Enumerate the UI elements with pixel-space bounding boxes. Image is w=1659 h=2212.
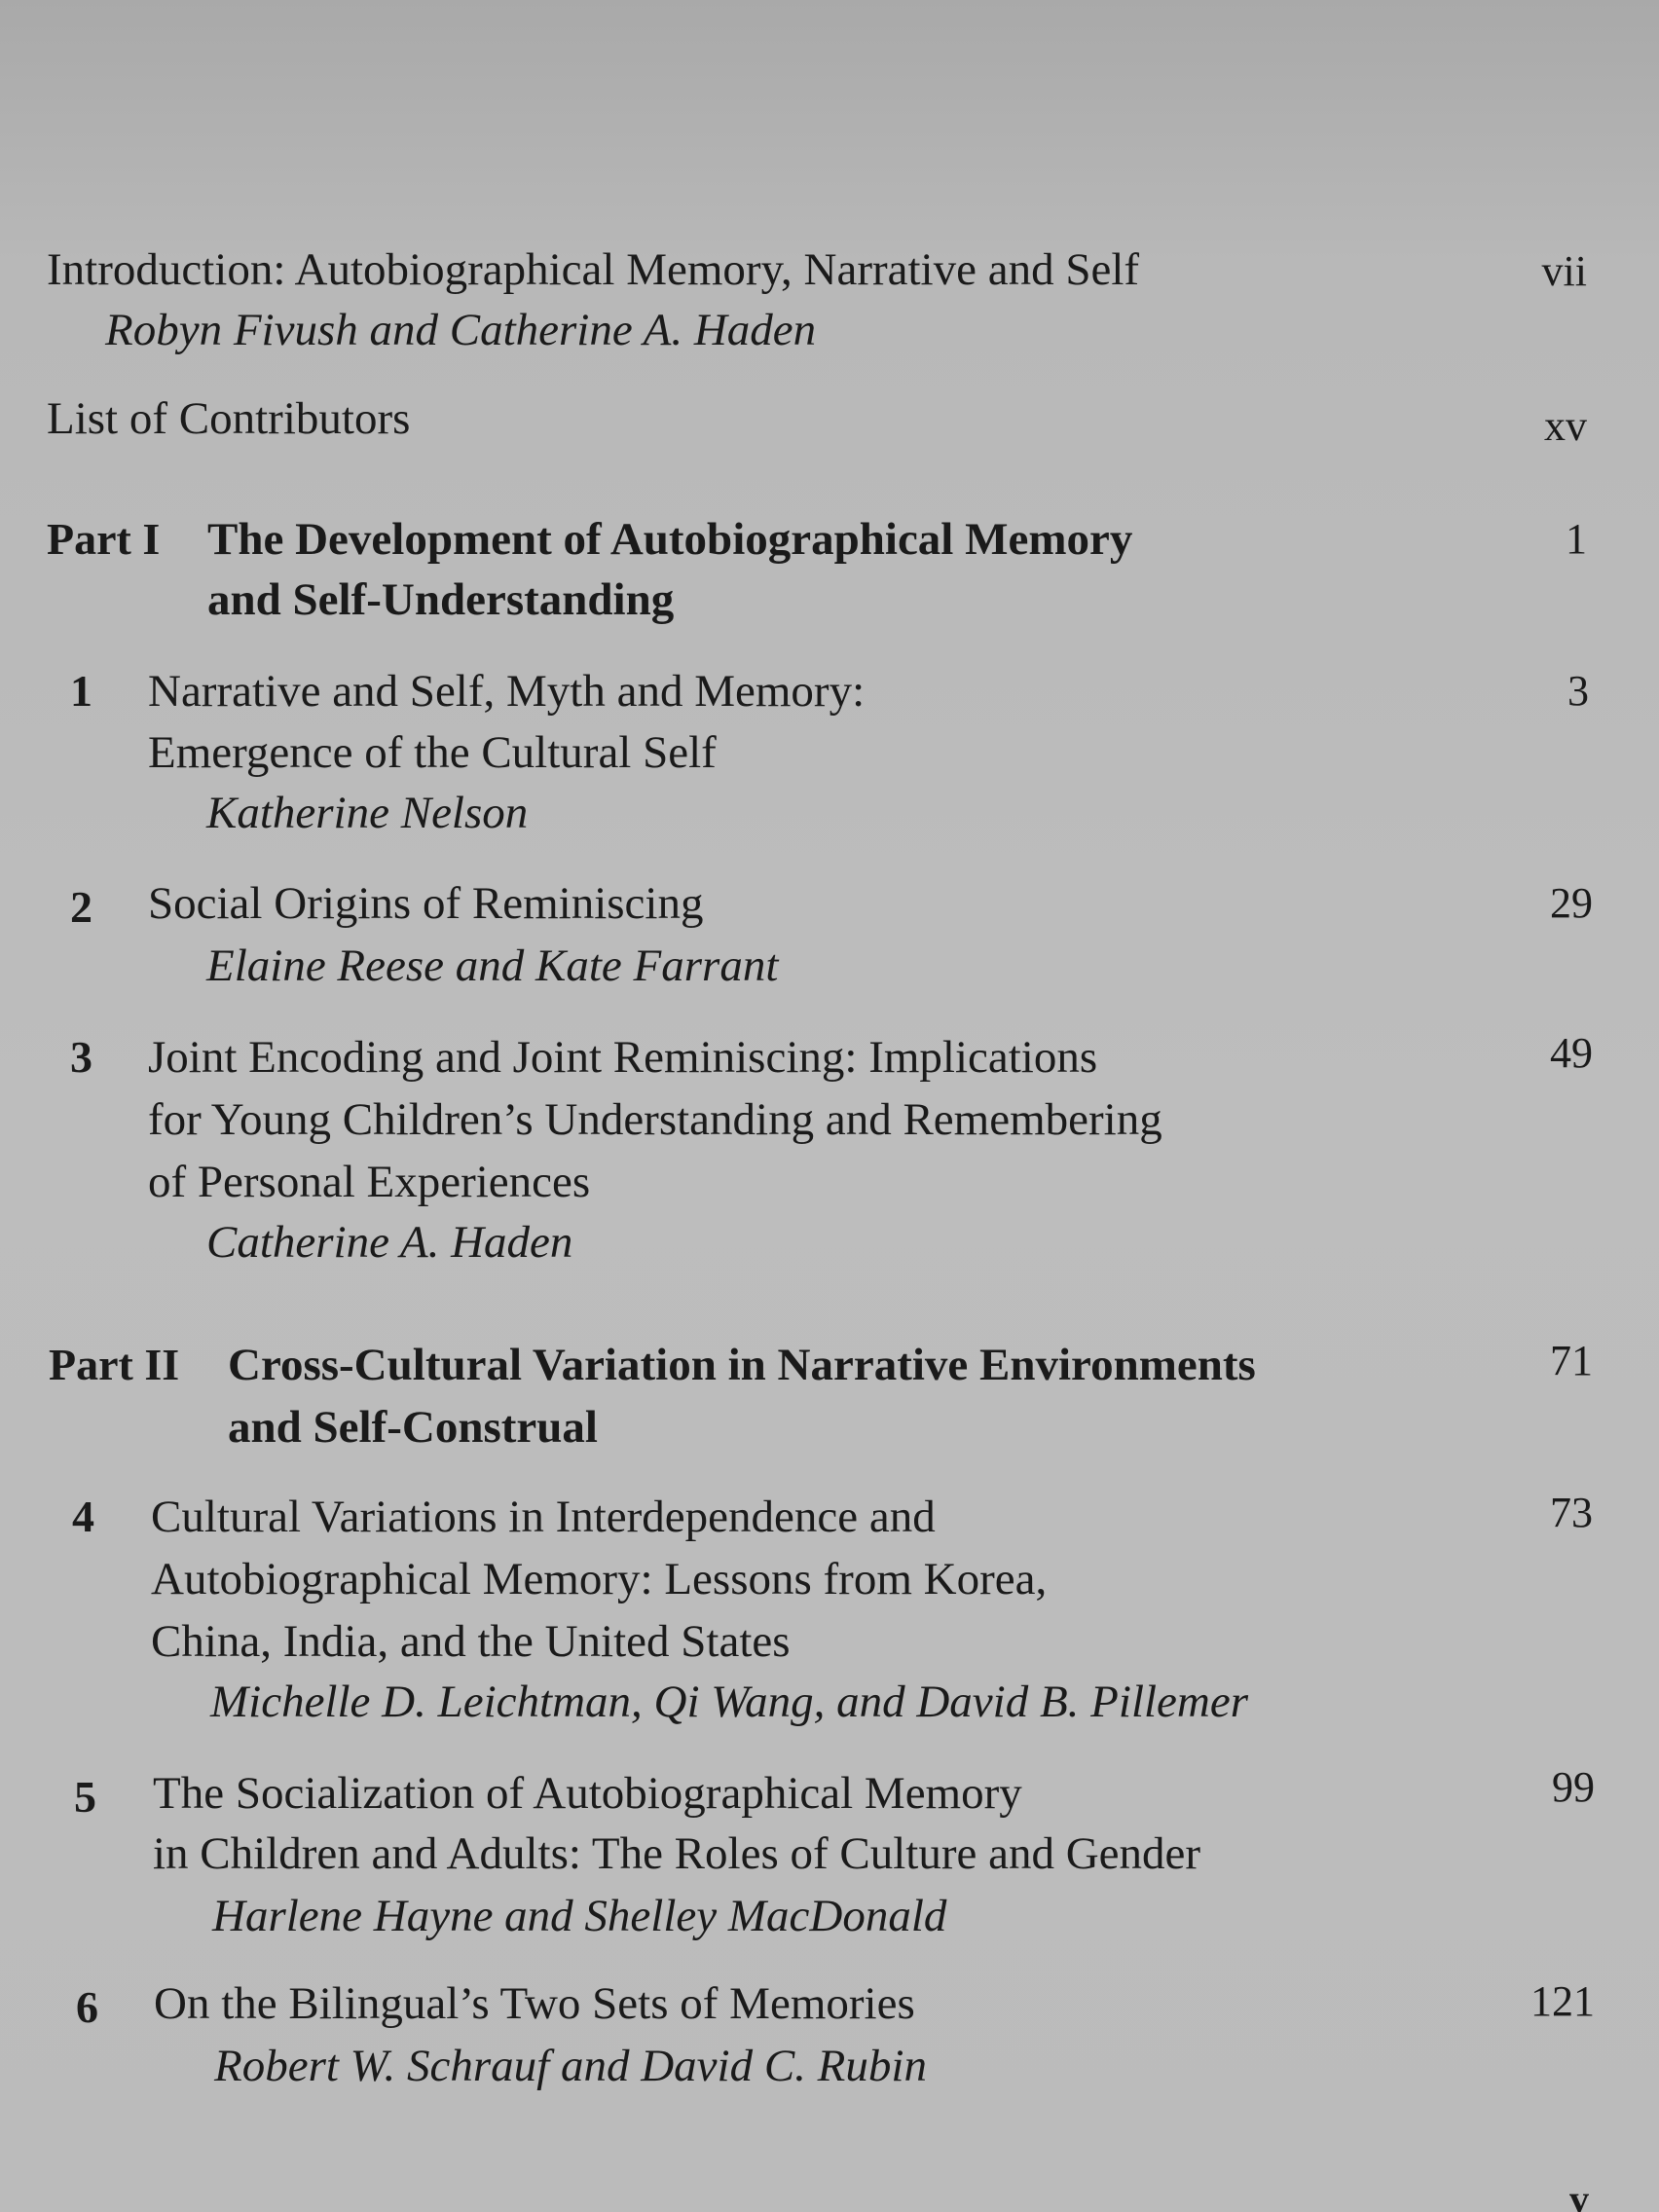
page-number: 121 xyxy=(1530,1977,1595,2025)
chapter-number: 2 xyxy=(70,882,92,932)
chapter-title-line-1: Narrative and Self, Myth and Memory: xyxy=(148,666,866,717)
chapter-title-line-1: Joint Encoding and Joint Reminiscing: Implications xyxy=(148,1032,1098,1083)
page-number: 71 xyxy=(1550,1337,1593,1384)
part-label: Part I xyxy=(47,514,161,564)
chapter-title-line-2: in Children and Adults: The Roles of Culture and Gender xyxy=(153,1828,1201,1879)
entry-title: Introduction: Autobiographical Memory, Narrative and Self xyxy=(47,244,1140,295)
page-number: vii xyxy=(1541,247,1587,295)
chapter-title-line-1: Cultural Variations in Interdependence and xyxy=(151,1492,936,1542)
page-number: 3 xyxy=(1567,667,1589,715)
part-label: Part II xyxy=(49,1340,180,1389)
page-number: xv xyxy=(1544,402,1587,450)
page-folio: v xyxy=(1569,2177,1589,2212)
page-number: 99 xyxy=(1552,1763,1595,1811)
chapter-number: 5 xyxy=(74,1772,96,1822)
page-number: 73 xyxy=(1550,1489,1593,1536)
chapter-authors: Robert W. Schrauf and David C. Rubin xyxy=(214,2041,927,2091)
page-number: 29 xyxy=(1550,879,1593,927)
chapter-title-line-2: Emergence of the Cultural Self xyxy=(148,727,717,778)
chapter-authors: Elaine Reese and Kate Farrant xyxy=(206,940,779,991)
chapter-number: 6 xyxy=(76,1982,98,2032)
chapter-title-line-1: The Socialization of Autobiographical Memory xyxy=(153,1768,1022,1819)
chapter-authors: Catherine A. Haden xyxy=(206,1217,573,1268)
chapter-title-line-1: Social Origins of Reminiscing xyxy=(148,878,704,929)
chapter-authors: Michelle D. Leichtman, Qi Wang, and David B. Pillemer xyxy=(210,1677,1249,1727)
entry-title: List of Contributors xyxy=(47,393,411,444)
part-title-line-1: Cross-Cultural Variation in Narrative Environments xyxy=(228,1340,1256,1390)
part-title-line-2: and Self-Understanding xyxy=(207,574,675,625)
entry-authors: Robyn Fivush and Catherine A. Haden xyxy=(105,305,817,355)
chapter-authors: Harlene Hayne and Shelley MacDonald xyxy=(212,1891,947,1941)
chapter-number: 1 xyxy=(70,666,92,716)
chapter-title-line-3: China, India, and the United States xyxy=(151,1616,791,1667)
chapter-number: 3 xyxy=(70,1032,92,1082)
part-title-line-1: The Development of Autobiographical Memory xyxy=(207,514,1133,565)
chapter-authors: Katherine Nelson xyxy=(206,788,529,838)
chapter-title-line-2: Autobiographical Memory: Lessons from Korea, xyxy=(151,1554,1048,1604)
page-number: 1 xyxy=(1566,515,1587,563)
chapter-title-line-2: for Young Children’s Understanding and Remembering xyxy=(148,1094,1162,1145)
page-number: 49 xyxy=(1550,1029,1593,1077)
chapter-number: 4 xyxy=(72,1492,94,1541)
chapter-title-line-3: of Personal Experiences xyxy=(148,1157,591,1207)
chapter-title-line-1: On the Bilingual’s Two Sets of Memories xyxy=(154,1978,915,2029)
part-title-line-2: and Self-Construal xyxy=(228,1402,598,1453)
